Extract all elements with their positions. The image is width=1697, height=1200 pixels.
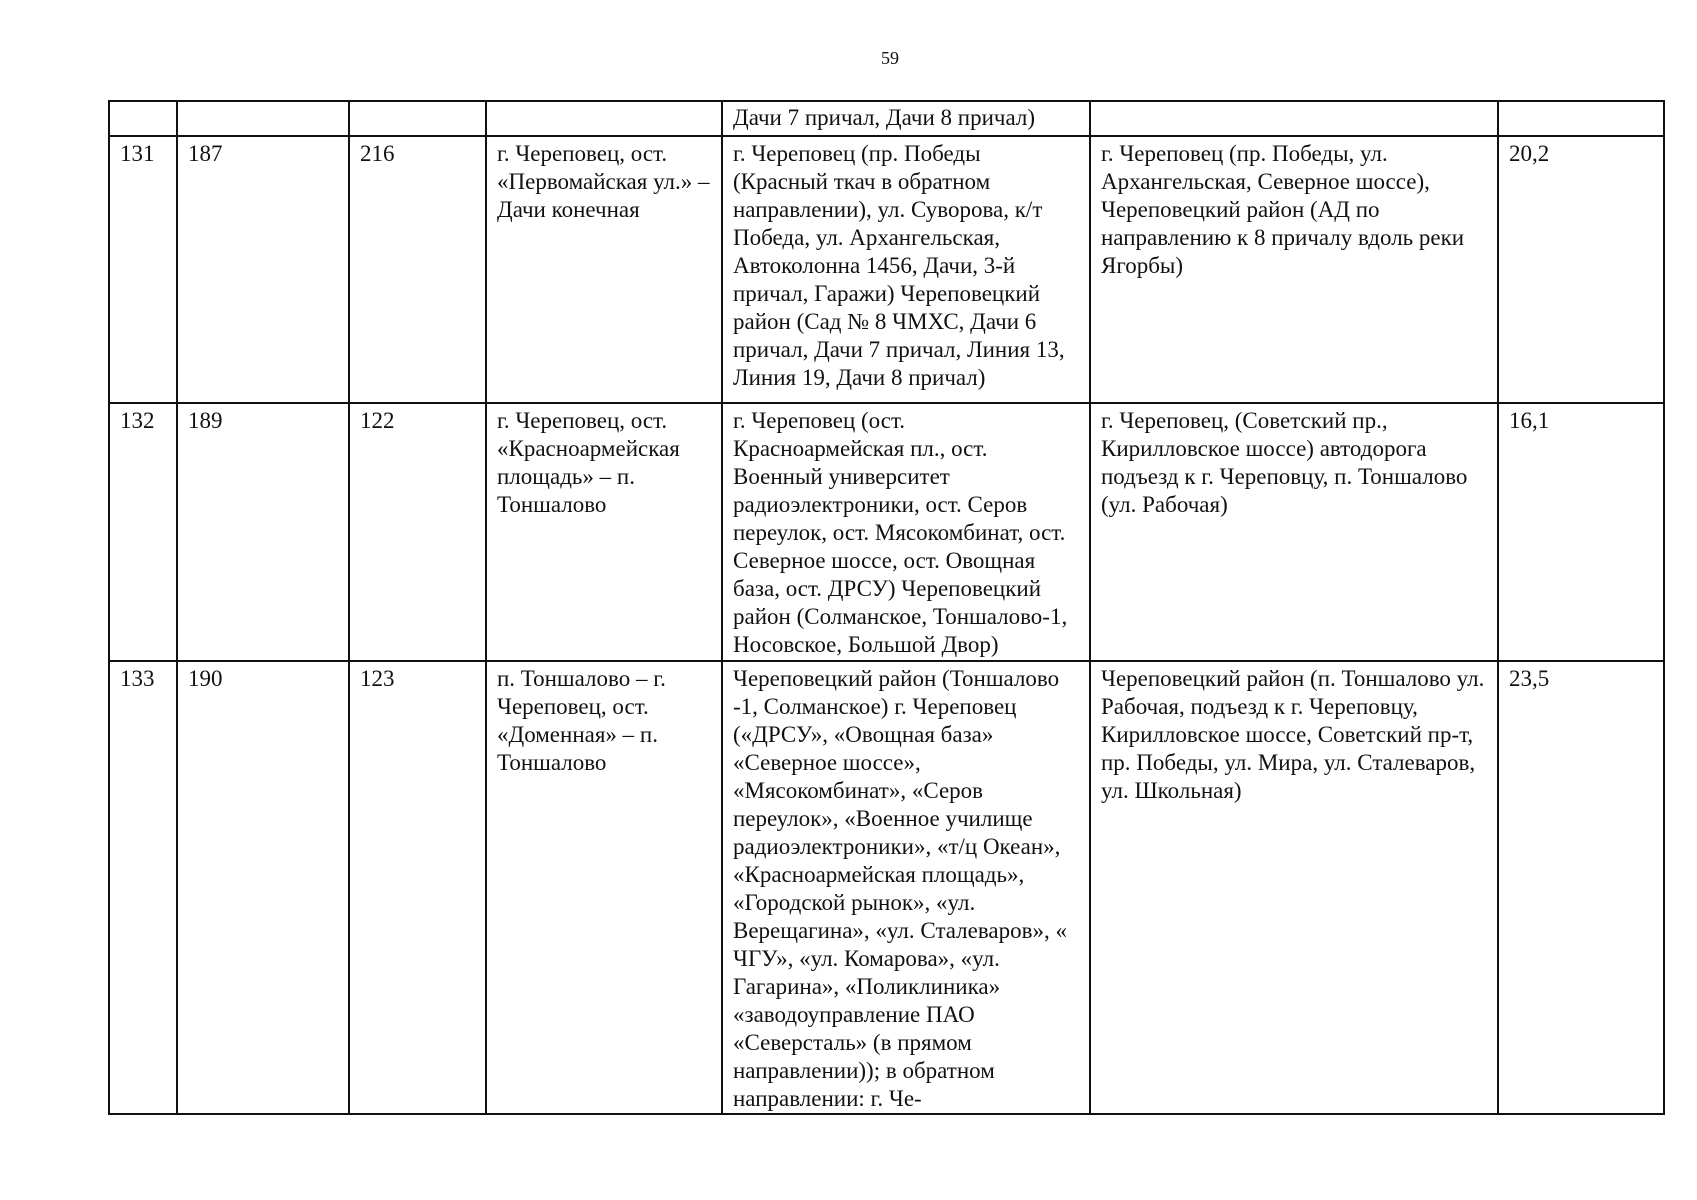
table-cell [177,101,349,136]
reg-number-cell: 189 [177,403,349,661]
route-name-cell: г. Череповец, ост. «Первомайская ул.» – Дачи конечная [486,136,722,403]
table-cell [486,101,722,136]
route-streets-cell: г. Череповец, (Советский пр., Кирилловское шоссе) автодорога подъезд к г. Череповцу, п. Тоншалово (ул. Рабочая) [1090,403,1498,661]
table-cell [109,101,177,136]
route-stops-cell: Череповецкий район (Тоншалово -1, Солманское) г. Череповец («ДРСУ», «Овощная база» «Северное шоссе», «Мясокомбинат», «Серов переулок», «Военное училище радиоэлектроники», «т/ц Океан», «Красноармейская площадь», «Городской рынок», «ул. Верещагина», «ул. Сталеваров», « ЧГУ», «ул. Комарова», «ул. Гагарина», «Поликлиника» «заводоуправление ПАО «Северсталь» (в прямом направлении)); в обратном направлении: г. Че- [722,661,1090,1114]
route-stops-cell: г. Череповец (ост. Красноармейская пл., ост. Военный университет радиоэлектроники, ост. Серов переулок, ост. Мясокомбинат, ост. Северное шоссе, ост. Овощная база, ост. ДРСУ) Череповецкий район (Солманское, Тоншалово-1, Носовское, Большой Двор) [722,403,1090,661]
row-number-cell: 131 [109,136,177,403]
page-number: 59 [881,48,899,68]
route-length-cell: 16,1 [1498,403,1664,661]
route-number-cell: 216 [349,136,486,403]
table-cell: Дачи 7 причал, Дачи 8 причал) [722,101,1090,136]
table-cell [1498,101,1664,136]
route-stops-cell: г. Череповец (пр. Победы (Красный ткач в обратном направлении), ул. Суворова, к/т Победа, ул. Архангельская, Автоколонна 1456, Дачи, 3-й причал, Гаражи) Череповецкий район (Сад № 8 ЧМХС, Дачи 6 причал, Дачи 7 причал, Линия 13, Линия 19, Дачи 8 причал) [722,136,1090,403]
route-name-cell: г. Череповец, ост. «Красноармейская площадь» – п. Тоншалово [486,403,722,661]
table-cell [349,101,486,136]
row-number-cell: 132 [109,403,177,661]
route-length-cell: 20,2 [1498,136,1664,403]
table-cell [1090,101,1498,136]
table-row [109,101,1664,136]
routes-table [108,100,1665,1115]
route-number-cell: 123 [349,661,486,1114]
table-row [109,661,1664,1114]
route-number-cell: 122 [349,403,486,661]
reg-number-cell: 190 [177,661,349,1114]
route-name-cell: п. Тоншалово – г. Череповец, ост. «Доменная» – п. Тоншалово [486,661,722,1114]
route-streets-cell: г. Череповец (пр. Победы, ул. Архангельская, Северное шоссе), Череповецкий район (АД по направлению к 8 причалу вдоль реки Ягорбы) [1090,136,1498,403]
reg-number-cell: 187 [177,136,349,403]
table-row [109,403,1664,661]
route-streets-cell: Череповецкий район (п. Тоншалово ул. Рабочая, подъезд к г. Череповцу, Кирилловское шоссе, Советский пр-т, пр. Победы, ул. Мира, ул. Сталеваров, ул. Школьная) [1090,661,1498,1114]
row-number-cell: 133 [109,661,177,1114]
route-length-cell: 23,5 [1498,661,1664,1114]
table-row [109,136,1664,403]
